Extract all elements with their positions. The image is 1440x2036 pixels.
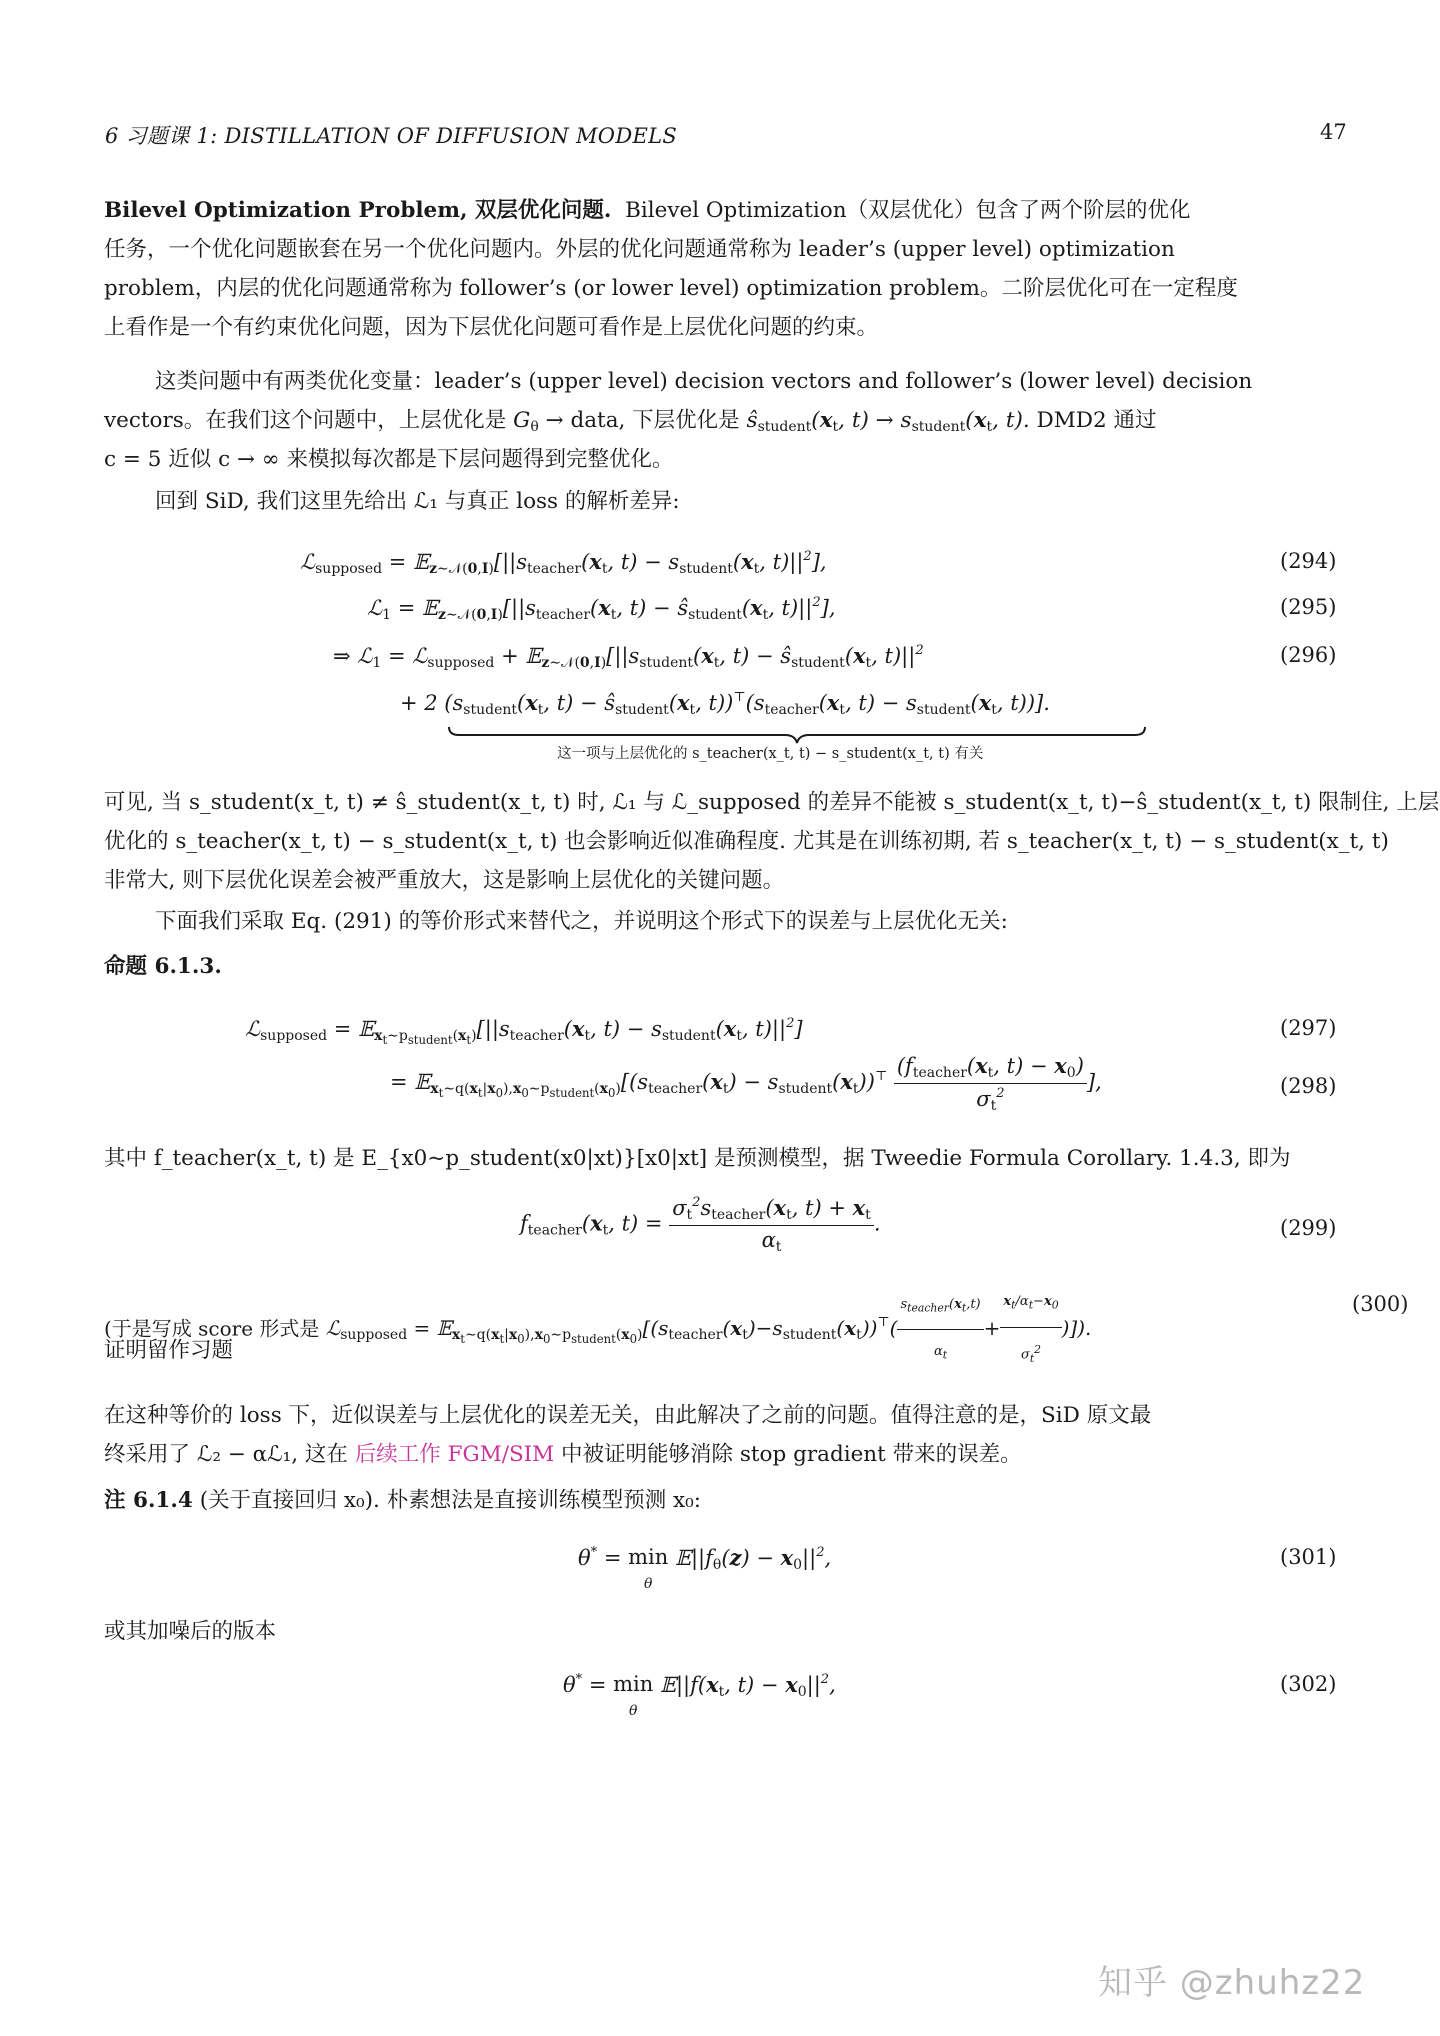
equation-296-line2: + 2 ($s_{student}(x_t$, $t) - ŝ_{student}(x_t$, $t))^⊤(s_{teacher}(x_t$, $t) - s_{student}(x_t$, t))]. (400, 690, 1050, 718)
equation-302: θ* = min θ $𝔼||f(x_t$, $t) - x_0||^2$, (563, 1672, 836, 1719)
note-6-1-4: 注 6.1.4 (关于直接回归 x₀). 朴素想法是直接训练模型预测 x₀: (104, 1488, 702, 1513)
running-header: 6 习题课 1: DISTILLATION OF DIFFUSION MODELS (105, 124, 678, 148)
paragraph-bilevel-line1: Bilevel Optimization Problem, 双层优化问题. Bilevel Optimization（双层优化）包含了两个阶层的优化 (104, 198, 1191, 223)
equation-number-297: (297) (1280, 1016, 1337, 1040)
equation-298: = $𝔼_{x_t\sim q(x_t|x_0),x_0\sim p_{student}(x_0)}[(s_{teacher}(x_t) - s_{student}(x_t))^⊤$ $\frac{(f_{teacher}(x_t, t) - x_0)}{\sigma_t^2}$ ], (390, 1053, 1102, 1114)
paragraph-bilevel-line2: 任务，一个优化问题嵌套在另一个优化问题内。外层的优化问题通常称为 leader’s (upper level) optimization (104, 237, 1175, 262)
paragraph-variables-line1: 这类问题中有两类优化变量：leader’s (upper level) decision vectors and follower’s (lower level) decision (155, 369, 1253, 394)
equation-301: θ* = min θ $𝔼||f_\theta(z) - x_0||^2$, (578, 1545, 832, 1592)
equation-number-294: (294) (1280, 549, 1337, 573)
paragraph-tweedie: 其中 f_teacher(x_t, t) 是 E_{x0~p_student(x0|xt)}[x0|xt] 是预测模型，据 Tweedie Formula Corollary. 1.4.3, 即为 (104, 1146, 1291, 1171)
equation-number-301: (301) (1280, 1545, 1337, 1569)
proposition-title: 命题 6.1.3. (104, 954, 222, 979)
equation-295: ℒ$_1$ = $𝔼_{z\sim 𝒩(0,I)}[||s_{teacher}(x_t$, $t) - ŝ_{student}(x_t$, $t)||^2$], (367, 595, 836, 623)
paragraph-bilevel-line4: 上看作是一个有约束优化问题，因为下层优化问题可看作是上层优化问题的约束。 (104, 315, 879, 340)
paragraph-variables-line3: c = 5 近似 c → ∞ 来模拟每次都是下层问题得到完整优化。 (104, 447, 674, 472)
paragraph-noisy-version: 或其加噪后的版本 (104, 1619, 277, 1644)
equation-294: ℒ$_{supposed}$ = $𝔼_{z\sim 𝒩(0,I)}[||s_{teacher}(x_t$, $t) - s_{student}(x_t$, $t)||^2$], (300, 549, 827, 577)
equation-number-298: (298) (1280, 1074, 1337, 1098)
equation-297: ℒ$_{supposed}$ = $𝔼_{x_t\sim p_{student}(x_t)}[||s_{teacher}(x_t$, $t) - s_{student}(x_t$, $t)||^2$] (245, 1016, 803, 1047)
equation-number-295: (295) (1280, 595, 1337, 619)
equation-299: $f_{teacher}(x_t$, t) = $\frac{\sigma_t^2s_{teacher}(x_t, t) + x_t}{\alpha_t}$ . (520, 1195, 881, 1255)
paragraph-analysis-line1: 可见, 当 s_student(x_t, t) ≠ ŝ_student(x_t, t) 时, ℒ₁ 与 ℒ_supposed 的差异不能被 s_student(x_t, t)−ŝ_student(x_t, t) 限制住, 上层 (104, 790, 1440, 815)
proof-exercise: 证明留作习题 (104, 1338, 234, 1363)
equation-300-line: (于是写成 score 形式是 ℒ$_{supposed}$ = $𝔼_{x_t\sim q(x_t|x_0),x_0\sim p_{student}(x_0)}[(s_{teacher}(x_t)-s_{student}(x_t))^⊤$( $\frac{s_{teacher}(x_t,t)}{\alpha_t}$ + $\frac{x_t/\alpha_t-x_0}{\sigma_t^2}$ )]). (104, 1282, 1091, 1378)
zhihu-watermark: 知乎 @zhuhz22 (1098, 1963, 1366, 2003)
equation-number-300: (300) (1352, 1292, 1409, 1316)
paragraph-analysis-line2: 优化的 s_teacher(x_t, t) − s_student(x_t, t) 也会影响近似准确程度. 尤其是在训练初期, 若 s_teacher(x_t, t) − s_student(x_t, t) (104, 829, 1389, 854)
equation-number-302: (302) (1280, 1672, 1337, 1696)
paragraph-analysis-line3: 非常大, 则下层优化误差会被严重放大，这是影响上层优化的关键问题。 (104, 868, 785, 893)
paragraph-equivalent-form: 下面我们采取 Eq. (291) 的等价形式来替代之，并说明这个形式下的误差与上层优化无关: (155, 909, 1008, 934)
equation-296-line1: ⇒ ℒ$_1$ = ℒ$_{supposed}$ + $𝔼_{z\sim 𝒩(0,I)}[||s_{student}(x_t$, $t) - ŝ_{student}(x_t$, $t)||^2$ (333, 643, 924, 671)
section-heading-bilevel: Bilevel Optimization Problem, 双层优化问题. (104, 198, 612, 223)
page-number: 47 (1320, 120, 1347, 144)
paragraph-bilevel-line3: problem，内层的优化问题通常称为 follower’s (or lower level) optimization problem。二阶层优化可在一定程度 (104, 276, 1238, 301)
paragraph-sid: 回到 SiD, 我们这里先给出 ℒ₁ 与真正 loss 的解析差异: (155, 489, 680, 514)
paragraph-conclusion-line1: 在这种等价的 loss 下，近似误差与上层优化的误差无关，由此解决了之前的问题。值得注意的是，SiD 原文最 (104, 1403, 1152, 1428)
equation-number-299: (299) (1280, 1216, 1337, 1240)
link-fgm-sim[interactable]: 后续工作 FGM/SIM (354, 1442, 555, 1467)
paragraph-conclusion-line2: 终采用了 ℒ₂ − αℒ₁, 这在 后续工作 FGM/SIM 中被证明能够消除 stop gradient 带来的误差。 (104, 1442, 1022, 1467)
brace-annotation: 这一项与上层优化的 s_teacher(x_t, t) − s_student(x_t, t) 有关 (557, 746, 984, 762)
equation-number-296: (296) (1280, 643, 1337, 667)
paragraph-variables-line2: vectors。在我们这个问题中，上层优化是 $G_\theta$ → data, 下层优化是 $ŝ_{student}(x_t$, $t) \to s_{student}(x_t$, t). DMD2 通过 (104, 408, 1157, 435)
